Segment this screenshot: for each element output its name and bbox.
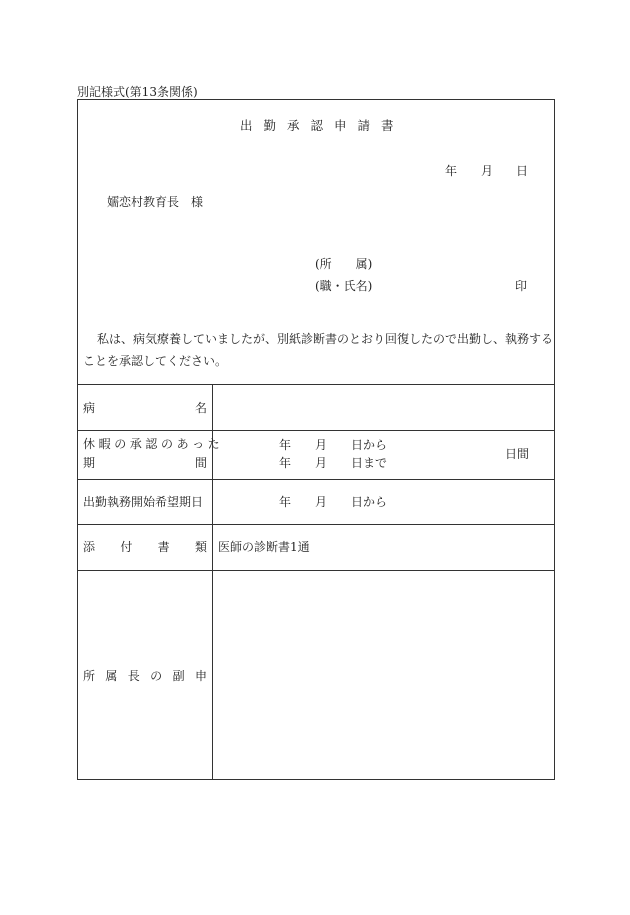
supervisor-remarks-field[interactable] <box>214 572 552 778</box>
statement-line-1: 私は、病気療養していましたが、別紙診断書のとおり回復したので出勤し、執務する <box>97 332 554 346</box>
leave-to-date[interactable]: 年 月 日まで <box>279 456 388 470</box>
position-name-label: (職・氏名) <box>315 279 373 293</box>
form-reference-label: 別記様式(第13条関係) <box>77 85 198 99</box>
label-char: 名 <box>194 401 207 415</box>
divider-row3 <box>78 524 554 525</box>
row-leave-label-line2 <box>83 457 207 469</box>
form-title: 出勤承認申請書 <box>240 118 405 133</box>
attachments-value: 医師の診断書1通 <box>218 540 310 554</box>
date-year-label: 年 <box>445 164 458 178</box>
label-char: 期 <box>83 456 96 470</box>
affiliation-label: (所 属) <box>315 257 373 271</box>
divider-row1 <box>78 430 554 431</box>
divider-row2 <box>78 479 554 480</box>
label-char: 添 <box>83 540 96 554</box>
statement-line-2: ことを承認してください。 <box>83 354 228 368</box>
label-char: 属 <box>105 669 118 683</box>
date-month-label: 月 <box>481 164 494 178</box>
start-date-value[interactable]: 年 月 日から <box>279 495 388 509</box>
label-char: 間 <box>194 456 207 470</box>
row-attachments-label <box>83 541 207 553</box>
row-supervisor-remarks-label <box>83 670 207 682</box>
approval-form <box>77 99 555 780</box>
seal-mark: 印 <box>515 279 528 293</box>
addressee: 嬬恋村教育長 様 <box>107 195 204 209</box>
row-start-date-label: 出勤執務開始希望期日 <box>83 495 204 509</box>
row-leave-label-line1: 休暇の承認のあった <box>83 437 224 451</box>
leave-from-date[interactable]: 年 月 日から <box>279 438 388 452</box>
divider-row4 <box>78 570 554 571</box>
date-day-label: 日 <box>516 164 529 178</box>
divider-statement <box>78 384 554 385</box>
label-char: 副 <box>172 669 185 683</box>
label-char: の <box>150 669 163 683</box>
leave-days-label: 日間 <box>505 447 530 461</box>
disease-value-field[interactable] <box>214 386 552 428</box>
label-char: 付 <box>120 540 133 554</box>
label-char: 書 <box>157 540 170 554</box>
label-char: 所 <box>83 669 96 683</box>
label-char: 長 <box>127 669 140 683</box>
label-char: 病 <box>83 401 96 415</box>
label-char: 申 <box>194 669 207 683</box>
row-disease-label <box>83 402 207 414</box>
label-char: 類 <box>194 540 207 554</box>
